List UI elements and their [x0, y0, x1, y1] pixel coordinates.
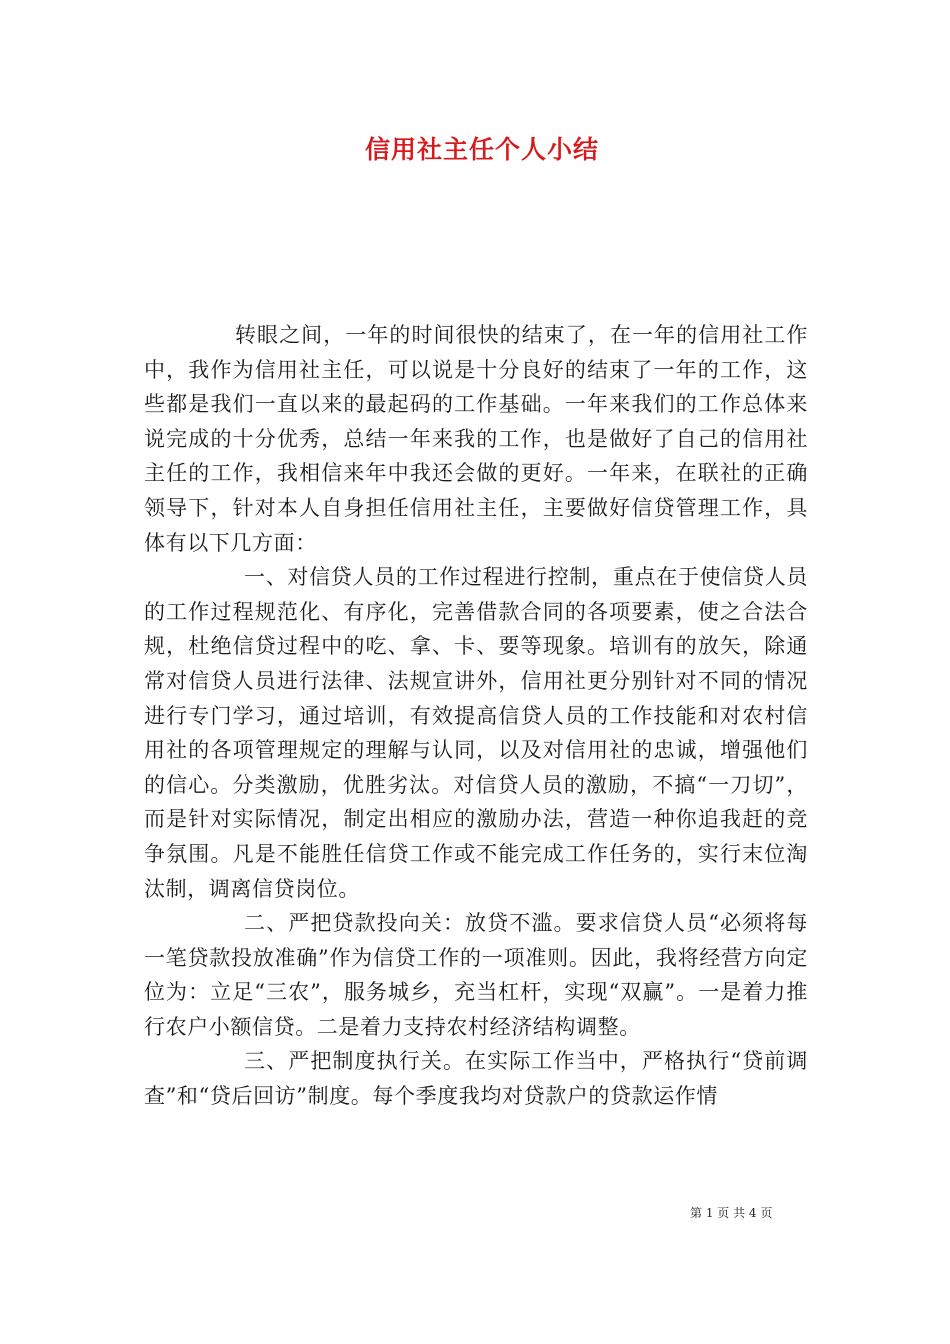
document-title: 信用社主任个人小结	[364, 135, 599, 164]
paragraph-section-3: 三、严把制度执行关。在实际工作当中，严格执行“贷前调查”和“贷后回访”制度。每个季度我均对贷款户的贷款运作情	[144, 1049, 808, 1109]
paragraph-section-1: 一、对信贷人员的工作过程进行控制，重点在于使信贷人员的工作过程规范化、有序化，完善借款合同的各项要素，使之合法合规，杜绝信贷过程中的吃、拿、卡、要等现象。培训有的放矢，除通常对信贷人员进行法律、法规宣讲外，信用社更分别针对不同的情况进行专门学习，通过培训，有效提高信贷人员的工作技能和对农村信用社的各项管理规定的理解与认同，以及对信用社的忠诚，增强他们的信心。分类激励，优胜劣汰。对信贷人员的激励，不搞“一刀切”，而是针对实际情况，制定出相应的激励办法，营造一种你追我赶的竞争氛围。凡是不能胜任信贷工作或不能完成工作任务的，实行末位淘汰制，调离信贷岗位。	[144, 565, 808, 901]
paragraph-intro: 转眼之间，一年的时间很快的结束了，在一年的信用社工作中，我作为信用社主任，可以说是十分良好的结束了一年的工作，这些都是我们一直以来的最起码的工作基础。一年来我们的工作总体来说完成的十分优秀，总结一年来我的工作，也是做好了自己的信用社主任的工作，我相信来年中我还会做的更好。一年来，在联社的正确领导下，针对本人自身担任信用社主任，主要做好信贷管理工作，具体有以下几方面：	[144, 323, 808, 555]
page-number-footer: 第 1 页 共 4 页	[690, 1206, 773, 1220]
paragraph-section-2: 二、严把贷款投向关：放贷不滥。要求信贷人员“必须将每一笔贷款投放准确”作为信贷工作的一项准则。因此，我将经营方向定位为：立足“三农”，服务城乡，充当杠杆，实现“双赢”。一是着力推行农户小额信贷。二是着力支持农村经济结构调整。	[144, 911, 808, 1039]
document-body	[144, 318, 808, 1114]
